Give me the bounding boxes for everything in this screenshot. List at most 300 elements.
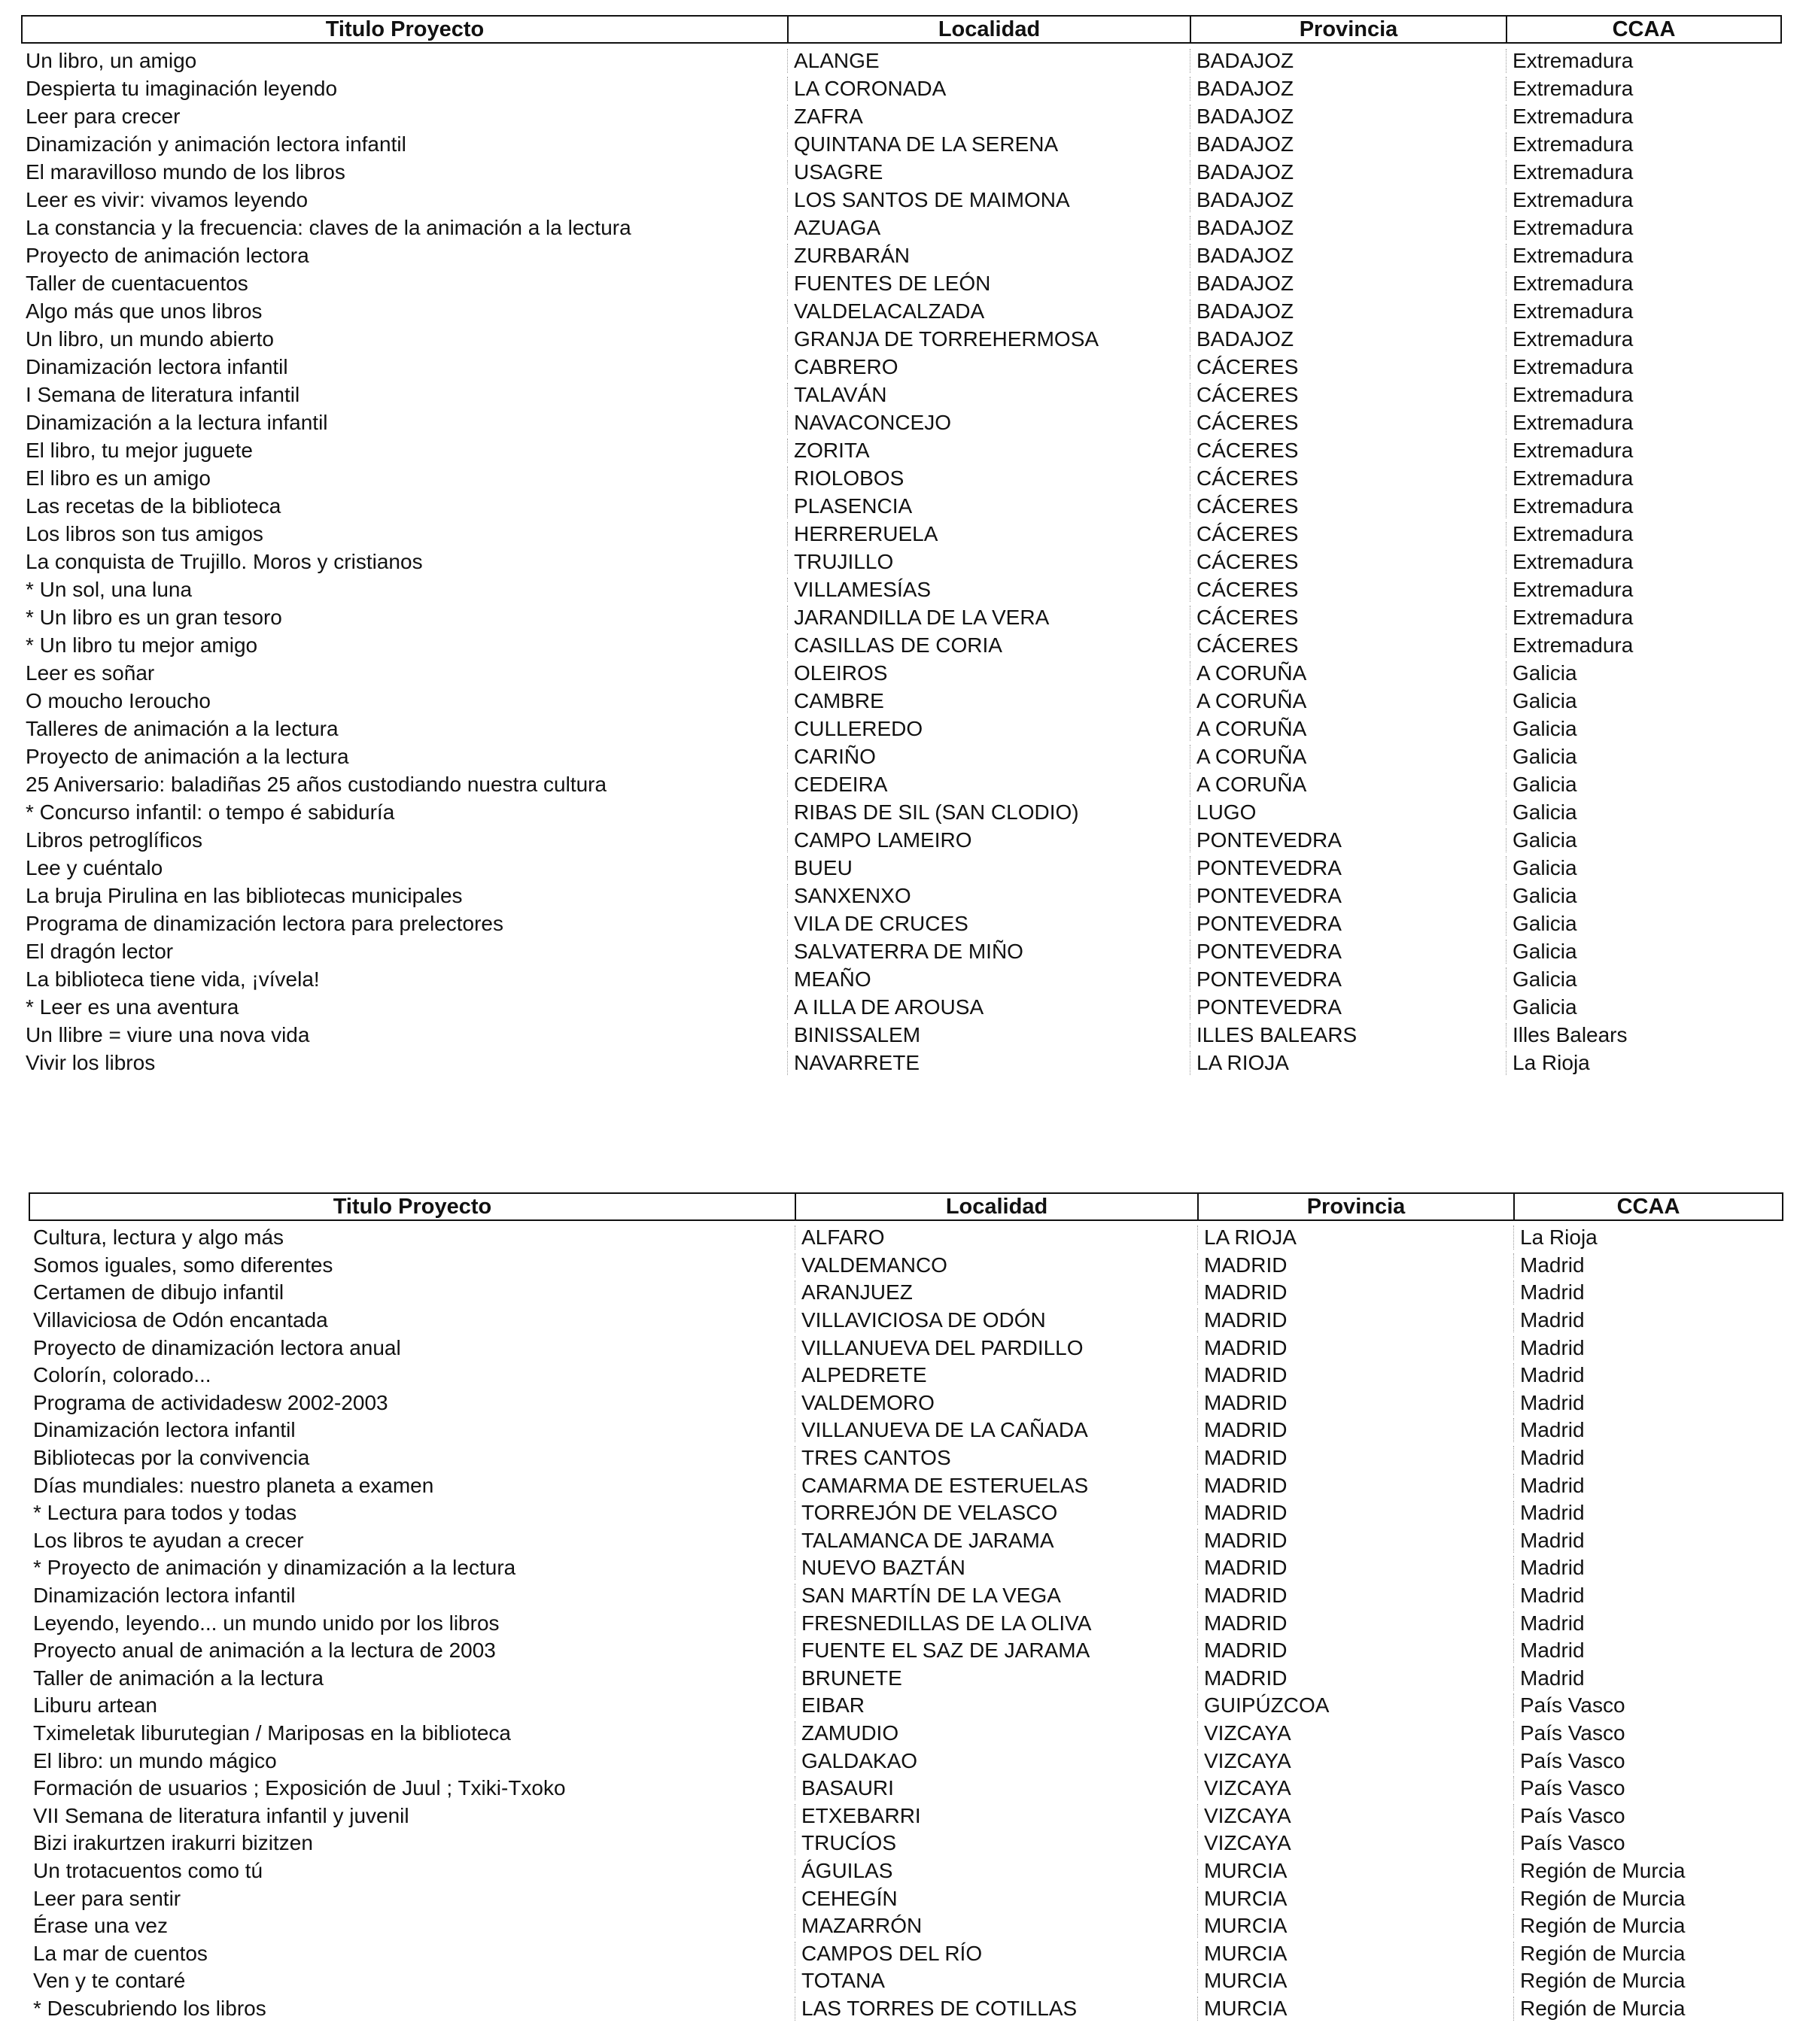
cell-provincia: PONTEVEDRA — [1190, 884, 1506, 908]
cell-provincia: CÁCERES — [1190, 633, 1506, 658]
cell-ccaa: País Vasco — [1513, 1804, 1783, 1828]
table-row — [29, 1912, 1783, 1940]
cell-ccaa: Extremadura — [1506, 188, 1782, 212]
header-provincia: Provincia — [1191, 17, 1507, 42]
cell-titulo-proyecto: Un libro, un mundo abierto — [26, 326, 274, 351]
cell-titulo-proyecto: El libro, tu mejor juguete — [26, 438, 253, 462]
cell-provincia: CÁCERES — [1190, 383, 1506, 407]
table-row — [21, 993, 1782, 1021]
cell-localidad: VALDEMANCO — [795, 1253, 1197, 1277]
cell-provincia: MADRID — [1197, 1639, 1513, 1663]
cell-titulo-proyecto: Bibliotecas por la convivencia — [33, 1446, 310, 1470]
cell-provincia: PONTEVEDRA — [1190, 912, 1506, 936]
cell-provincia: BADAJOZ — [1190, 132, 1506, 156]
cell-localidad: CAMBRE — [787, 689, 1190, 713]
cell-localidad: TOTANA — [795, 1969, 1197, 1993]
header-ccaa: CCAA — [1612, 17, 1676, 41]
cell-titulo-proyecto: Dinamización lectora infantil — [26, 354, 288, 378]
table-row — [21, 353, 1782, 381]
cell-ccaa: Región de Murcia — [1513, 1859, 1783, 1883]
cell-ccaa: Madrid — [1513, 1253, 1783, 1277]
cell-provincia: A CORUÑA — [1190, 773, 1506, 797]
cell-ccaa: Galicia — [1506, 884, 1782, 908]
cell-provincia: MADRID — [1197, 1336, 1513, 1360]
cell-localidad: VILLAVICIOSA DE ODÓN — [795, 1308, 1197, 1332]
cell-localidad: TALAMANCA DE JARAMA — [795, 1529, 1197, 1553]
cell-localidad: ZORITA — [787, 439, 1190, 463]
table-row — [21, 715, 1782, 743]
cell-provincia: MADRID — [1197, 1556, 1513, 1580]
table-row — [21, 408, 1782, 436]
cell-titulo-proyecto: O moucho Ieroucho — [26, 688, 211, 712]
cell-ccaa: Madrid — [1513, 1363, 1783, 1387]
cell-localidad: ZAFRA — [787, 105, 1190, 129]
cell-provincia: PONTEVEDRA — [1190, 995, 1506, 1019]
cell-titulo-proyecto: Tximeletak liburutegian / Mariposas en la biblioteca — [33, 1721, 511, 1745]
cell-ccaa: Extremadura — [1506, 160, 1782, 184]
cell-localidad: VILLAMESÍAS — [787, 578, 1190, 602]
table-row — [21, 770, 1782, 798]
cell-localidad: BINISSALEM — [787, 1023, 1190, 1047]
cell-provincia: LA RIOJA — [1197, 1225, 1513, 1250]
table-row — [29, 1334, 1783, 1362]
table-row — [29, 1747, 1783, 1775]
table-row — [21, 1021, 1782, 1049]
cell-provincia: BADAJOZ — [1190, 327, 1506, 351]
cell-titulo-proyecto: Ven y te contaré — [33, 1969, 186, 1993]
table-row — [29, 1857, 1783, 1885]
cell-titulo-proyecto: Leyendo, leyendo... un mundo unido por los libros — [33, 1611, 500, 1635]
cell-ccaa: Extremadura — [1506, 411, 1782, 435]
cell-localidad: CARIÑO — [787, 745, 1190, 769]
table-row — [21, 325, 1782, 353]
table-row — [21, 381, 1782, 408]
cell-ccaa: Región de Murcia — [1513, 1997, 1783, 2021]
cell-titulo-proyecto: Colorín, colorado... — [33, 1363, 211, 1387]
cell-provincia: VIZCAYA — [1197, 1776, 1513, 1800]
cell-ccaa: Madrid — [1513, 1280, 1783, 1304]
cell-localidad: LOS SANTOS DE MAIMONA — [787, 188, 1190, 212]
cell-provincia: MADRID — [1197, 1611, 1513, 1636]
table-row — [21, 74, 1782, 102]
cell-provincia: CÁCERES — [1190, 439, 1506, 463]
table-row — [21, 186, 1782, 214]
cell-localidad: ARANJUEZ — [795, 1280, 1197, 1304]
cell-localidad: VILA DE CRUCES — [787, 912, 1190, 936]
cell-localidad: VILLANUEVA DE LA CAÑADA — [795, 1418, 1197, 1442]
cell-localidad: TORREJÓN DE VELASCO — [795, 1501, 1197, 1525]
cell-localidad: ZURBARÁN — [787, 244, 1190, 268]
cell-provincia: GUIPÚZCOA — [1197, 1693, 1513, 1718]
cell-provincia: BADAJOZ — [1190, 105, 1506, 129]
table-row — [29, 1499, 1783, 1527]
header-titulo-proyecto: Titulo Proyecto — [23, 17, 789, 42]
table-row — [21, 910, 1782, 937]
cell-provincia: VIZCAYA — [1197, 1831, 1513, 1855]
cell-titulo-proyecto: El libro: un mundo mágico — [33, 1748, 277, 1772]
cell-ccaa: Madrid — [1513, 1556, 1783, 1580]
cell-titulo-proyecto: La constancia y la frecuencia: claves de la animación a la lectura — [26, 215, 631, 239]
cell-localidad: ALANGE — [787, 49, 1190, 73]
cell-provincia: BADAJOZ — [1190, 77, 1506, 101]
table-row — [29, 1307, 1783, 1335]
header-titulo-proyecto: Titulo Proyecto — [30, 1194, 796, 1219]
cell-ccaa: Extremadura — [1506, 216, 1782, 240]
cell-titulo-proyecto: Proyecto de animación a la lectura — [26, 744, 349, 768]
cell-provincia: LA RIOJA — [1190, 1051, 1506, 1075]
cell-localidad: ALFARO — [795, 1225, 1197, 1250]
table-body — [29, 1224, 1783, 2022]
cell-ccaa: La Rioja — [1506, 1051, 1782, 1075]
table-row — [21, 854, 1782, 882]
cell-localidad: A ILLA DE AROUSA — [787, 995, 1190, 1019]
cell-ccaa: Extremadura — [1506, 105, 1782, 129]
cell-titulo-proyecto: Programa de actividadesw 2002-2003 — [33, 1390, 388, 1414]
cell-titulo-proyecto: Cultura, lectura y algo más — [33, 1225, 284, 1250]
cell-ccaa: Extremadura — [1506, 49, 1782, 73]
table-row — [21, 659, 1782, 687]
cell-ccaa: Región de Murcia — [1513, 1914, 1783, 1938]
cell-titulo-proyecto: Los libros te ayudan a crecer — [33, 1528, 304, 1552]
cell-localidad: ZAMUDIO — [795, 1721, 1197, 1745]
cell-provincia: BADAJOZ — [1190, 160, 1506, 184]
cell-ccaa: Extremadura — [1506, 439, 1782, 463]
cell-localidad: TRUCÍOS — [795, 1831, 1197, 1855]
table-row — [21, 214, 1782, 241]
cell-provincia: CÁCERES — [1190, 466, 1506, 490]
cell-localidad: NAVARRETE — [787, 1051, 1190, 1075]
cell-localidad: GRANJA DE TORREHERMOSA — [787, 327, 1190, 351]
cell-titulo-proyecto: Proyecto de animación lectora — [26, 243, 309, 267]
cell-ccaa: Extremadura — [1506, 272, 1782, 296]
cell-titulo-proyecto: Somos iguales, somo diferentes — [33, 1253, 333, 1277]
cell-titulo-proyecto: Talleres de animación a la lectura — [26, 716, 339, 740]
cell-ccaa: Madrid — [1513, 1611, 1783, 1636]
table-row — [21, 743, 1782, 770]
cell-ccaa: Extremadura — [1506, 466, 1782, 490]
cell-titulo-proyecto: Dinamización a la lectura infantil — [26, 410, 328, 434]
cell-titulo-proyecto: Un libro, un amigo — [26, 48, 197, 72]
cell-provincia: LUGO — [1190, 800, 1506, 825]
table-row — [29, 1802, 1783, 1830]
cell-provincia: VIZCAYA — [1197, 1721, 1513, 1745]
cell-localidad: RIBAS DE SIL (SAN CLODIO) — [787, 800, 1190, 825]
cell-ccaa: La Rioja — [1513, 1225, 1783, 1250]
table-row — [29, 1967, 1783, 1995]
cell-ccaa: Extremadura — [1506, 494, 1782, 518]
cell-ccaa: Galicia — [1506, 967, 1782, 992]
table-row — [29, 1582, 1783, 1610]
table-row — [29, 1471, 1783, 1499]
cell-localidad: CABRERO — [787, 355, 1190, 379]
cell-titulo-proyecto: VII Semana de literatura infantil y juvenil — [33, 1803, 409, 1827]
table-row — [29, 1527, 1783, 1555]
cell-provincia: MURCIA — [1197, 1942, 1513, 1966]
cell-provincia: A CORUÑA — [1190, 689, 1506, 713]
table-row — [29, 1830, 1783, 1857]
cell-ccaa: País Vasco — [1513, 1693, 1783, 1718]
table-row — [21, 826, 1782, 854]
cell-titulo-proyecto: Vivir los libros — [26, 1050, 156, 1074]
cell-localidad: VALDELACALZADA — [787, 299, 1190, 323]
cell-ccaa: Extremadura — [1506, 77, 1782, 101]
cell-provincia: A CORUÑA — [1190, 661, 1506, 685]
cell-provincia: MADRID — [1197, 1474, 1513, 1498]
cell-ccaa: País Vasco — [1513, 1831, 1783, 1855]
cell-titulo-proyecto: Leer es vivir: vivamos leyendo — [26, 187, 309, 211]
cell-titulo-proyecto: Dinamización lectora infantil — [33, 1584, 296, 1608]
table-row — [21, 297, 1782, 325]
cell-provincia: MURCIA — [1197, 1887, 1513, 1911]
cell-provincia: CÁCERES — [1190, 494, 1506, 518]
table-row — [21, 130, 1782, 158]
cell-titulo-proyecto: Despierta tu imaginación leyendo — [26, 76, 338, 100]
table-row — [21, 603, 1782, 631]
cell-localidad: VILLANUEVA DEL PARDILLO — [795, 1336, 1197, 1360]
cell-ccaa: Madrid — [1513, 1666, 1783, 1690]
cell-provincia: MADRID — [1197, 1418, 1513, 1442]
table-row — [29, 1720, 1783, 1748]
cell-provincia: MURCIA — [1197, 1969, 1513, 1993]
cell-titulo-proyecto: Un trotacuentos como tú — [33, 1858, 263, 1882]
cell-provincia: CÁCERES — [1190, 578, 1506, 602]
table-row — [29, 1885, 1783, 1912]
table-row — [21, 937, 1782, 965]
cell-provincia: MURCIA — [1197, 1859, 1513, 1883]
cell-ccaa: Extremadura — [1506, 522, 1782, 546]
header-provincia: Provincia — [1199, 1194, 1515, 1219]
table-header — [21, 15, 1782, 44]
cell-titulo-proyecto: 25 Aniversario: baladiñas 25 años custodiando nuestra cultura — [26, 772, 607, 796]
cell-provincia: BADAJOZ — [1190, 49, 1506, 73]
cell-localidad: CAMPO LAMEIRO — [787, 828, 1190, 852]
table-row — [21, 631, 1782, 659]
cell-titulo-proyecto: Libros petroglíficos — [26, 828, 203, 852]
cell-provincia: CÁCERES — [1190, 550, 1506, 574]
cell-localidad: HERRERUELA — [787, 522, 1190, 546]
table-row — [21, 576, 1782, 603]
table-row — [21, 882, 1782, 910]
cell-localidad: CAMARMA DE ESTERUELAS — [795, 1474, 1197, 1498]
cell-provincia: MADRID — [1197, 1308, 1513, 1332]
table-row — [29, 1417, 1783, 1444]
cell-localidad: PLASENCIA — [787, 494, 1190, 518]
cell-localidad: LA CORONADA — [787, 77, 1190, 101]
cell-ccaa: Madrid — [1513, 1336, 1783, 1360]
table-row — [21, 492, 1782, 520]
table-row — [21, 1049, 1782, 1077]
cell-titulo-proyecto: Leer para crecer — [26, 104, 181, 128]
cell-titulo-proyecto: Taller de animación a la lectura — [33, 1666, 324, 1690]
cell-titulo-proyecto: * Un sol, una luna — [26, 577, 193, 601]
cell-titulo-proyecto: Formación de usuarios ; Exposición de Juul ; Txiki-Txoko — [33, 1776, 566, 1800]
header-ccaa: CCAA — [1616, 1195, 1680, 1219]
cell-provincia: BADAJOZ — [1190, 299, 1506, 323]
cell-provincia: MADRID — [1197, 1363, 1513, 1387]
cell-titulo-proyecto: Proyecto de dinamización lectora anual — [33, 1335, 401, 1359]
cell-provincia: ILLES BALEARS — [1190, 1023, 1506, 1047]
table-row — [21, 798, 1782, 826]
cell-localidad: AZUAGA — [787, 216, 1190, 240]
cell-provincia: PONTEVEDRA — [1190, 856, 1506, 880]
cell-localidad: BRUNETE — [795, 1666, 1197, 1690]
cell-titulo-proyecto: Villaviciosa de Odón encantada — [33, 1308, 328, 1332]
cell-provincia: MADRID — [1197, 1584, 1513, 1608]
table-row — [21, 520, 1782, 548]
table-row — [29, 1362, 1783, 1389]
cell-ccaa: Extremadura — [1506, 606, 1782, 630]
table-row — [29, 1995, 1783, 2023]
cell-provincia: MADRID — [1197, 1666, 1513, 1690]
cell-localidad: FUENTE EL SAZ DE JARAMA — [795, 1639, 1197, 1663]
cell-provincia: BADAJOZ — [1190, 216, 1506, 240]
cell-ccaa: Extremadura — [1506, 383, 1782, 407]
cell-titulo-proyecto: Las recetas de la biblioteca — [26, 494, 281, 518]
cell-titulo-proyecto: El dragón lector — [26, 939, 174, 963]
cell-localidad: NAVACONCEJO — [787, 411, 1190, 435]
cell-titulo-proyecto: La biblioteca tiene vida, ¡vívela! — [26, 967, 320, 991]
table-row — [29, 1775, 1783, 1803]
cell-localidad: FRESNEDILLAS DE LA OLIVA — [795, 1611, 1197, 1636]
table-header — [29, 1192, 1783, 1221]
cell-ccaa: Extremadura — [1506, 355, 1782, 379]
cell-titulo-proyecto: Proyecto anual de animación a la lectura de 2003 — [33, 1639, 496, 1663]
cell-ccaa: Madrid — [1513, 1308, 1783, 1332]
cell-provincia: PONTEVEDRA — [1190, 940, 1506, 964]
cell-ccaa: Región de Murcia — [1513, 1942, 1783, 1966]
cell-ccaa: Galicia — [1506, 745, 1782, 769]
cell-titulo-proyecto: El maravilloso mundo de los libros — [26, 159, 345, 184]
table-row — [29, 1609, 1783, 1637]
cell-provincia: PONTEVEDRA — [1190, 828, 1506, 852]
table-row — [29, 1692, 1783, 1720]
cell-ccaa: Galicia — [1506, 717, 1782, 741]
cell-localidad: CASILLAS DE CORIA — [787, 633, 1190, 658]
cell-localidad: LAS TORRES DE COTILLAS — [795, 1997, 1197, 2021]
cell-provincia: CÁCERES — [1190, 355, 1506, 379]
cell-ccaa: País Vasco — [1513, 1776, 1783, 1800]
cell-provincia: A CORUÑA — [1190, 717, 1506, 741]
cell-localidad: VALDEMORO — [795, 1391, 1197, 1415]
cell-localidad: SAN MARTÍN DE LA VEGA — [795, 1584, 1197, 1608]
cell-ccaa: Extremadura — [1506, 132, 1782, 156]
cell-localidad: CEHEGÍN — [795, 1887, 1197, 1911]
table-row — [21, 464, 1782, 492]
cell-ccaa: Madrid — [1513, 1584, 1783, 1608]
cell-titulo-proyecto: Lee y cuéntalo — [26, 855, 163, 879]
cell-titulo-proyecto: La conquista de Trujillo. Moros y cristianos — [26, 549, 423, 573]
cell-localidad: CULLEREDO — [787, 717, 1190, 741]
cell-localidad: TALAVÁN — [787, 383, 1190, 407]
cell-ccaa: Galicia — [1506, 912, 1782, 936]
cell-ccaa: Madrid — [1513, 1529, 1783, 1553]
cell-localidad: MEAÑO — [787, 967, 1190, 992]
cell-localidad: EIBAR — [795, 1693, 1197, 1718]
cell-localidad: NUEVO BAZTÁN — [795, 1556, 1197, 1580]
cell-localidad: ÁGUILAS — [795, 1859, 1197, 1883]
cell-titulo-proyecto: Dinamización lectora infantil — [33, 1418, 296, 1442]
cell-provincia: BADAJOZ — [1190, 272, 1506, 296]
cell-titulo-proyecto: El libro es un amigo — [26, 466, 211, 490]
cell-ccaa: País Vasco — [1513, 1721, 1783, 1745]
cell-titulo-proyecto: Taller de cuentacuentos — [26, 271, 248, 295]
cell-titulo-proyecto: Algo más que unos libros — [26, 299, 263, 323]
cell-titulo-proyecto: Leer es soñar — [26, 661, 155, 685]
cell-titulo-proyecto: Los libros son tus amigos — [26, 521, 263, 545]
cell-localidad: TRES CANTOS — [795, 1446, 1197, 1470]
cell-ccaa: Extremadura — [1506, 244, 1782, 268]
cell-titulo-proyecto: * Concurso infantil: o tempo é sabiduría — [26, 800, 395, 824]
header-localidad: Localidad — [796, 1194, 1199, 1219]
projects-table-2 — [29, 1192, 1783, 2022]
cell-titulo-proyecto: La bruja Pirulina en las bibliotecas municipales — [26, 883, 463, 907]
cell-provincia: MADRID — [1197, 1391, 1513, 1415]
cell-ccaa: Región de Murcia — [1513, 1969, 1783, 1993]
cell-ccaa: Galicia — [1506, 995, 1782, 1019]
cell-titulo-proyecto: Certamen de dibujo infantil — [33, 1280, 284, 1304]
cell-titulo-proyecto: Leer para sentir — [33, 1886, 181, 1910]
cell-provincia: MADRID — [1197, 1501, 1513, 1525]
table-row — [21, 269, 1782, 297]
table-row — [29, 1939, 1783, 1967]
cell-ccaa: Galicia — [1506, 773, 1782, 797]
cell-localidad: FUENTES DE LEÓN — [787, 272, 1190, 296]
cell-titulo-proyecto: Bizi irakurtzen irakurri bizitzen — [33, 1831, 313, 1855]
table-row — [21, 241, 1782, 269]
cell-provincia: MADRID — [1197, 1253, 1513, 1277]
cell-localidad: SALVATERRA DE MIÑO — [787, 940, 1190, 964]
cell-ccaa: Extremadura — [1506, 633, 1782, 658]
table-row — [29, 1637, 1783, 1665]
table-row — [29, 1389, 1783, 1417]
table-row — [21, 158, 1782, 186]
cell-titulo-proyecto: * Lectura para todos y todas — [33, 1501, 297, 1525]
cell-ccaa: Galicia — [1506, 661, 1782, 685]
cell-titulo-proyecto: I Semana de literatura infantil — [26, 382, 300, 406]
cell-ccaa: Extremadura — [1506, 299, 1782, 323]
table-row — [29, 1554, 1783, 1582]
table-row — [21, 436, 1782, 464]
cell-localidad: ETXEBARRI — [795, 1804, 1197, 1828]
cell-ccaa: Extremadura — [1506, 550, 1782, 574]
cell-provincia: MADRID — [1197, 1446, 1513, 1470]
cell-localidad: RIOLOBOS — [787, 466, 1190, 490]
cell-provincia: MURCIA — [1197, 1914, 1513, 1938]
cell-ccaa: Extremadura — [1506, 578, 1782, 602]
cell-provincia: MADRID — [1197, 1529, 1513, 1553]
cell-titulo-proyecto: * Leer es una aventura — [26, 995, 239, 1019]
cell-localidad: JARANDILLA DE LA VERA — [787, 606, 1190, 630]
cell-ccaa: Galicia — [1506, 828, 1782, 852]
cell-provincia: VIZCAYA — [1197, 1749, 1513, 1773]
cell-titulo-proyecto: * Proyecto de animación y dinamización a la lectura — [33, 1556, 516, 1580]
table-row — [21, 687, 1782, 715]
table-row — [29, 1279, 1783, 1307]
header-localidad: Localidad — [789, 17, 1191, 42]
cell-titulo-proyecto: Érase una vez — [33, 1914, 168, 1938]
cell-titulo-proyecto: * Un libro es un gran tesoro — [26, 605, 282, 629]
cell-provincia: CÁCERES — [1190, 411, 1506, 435]
cell-localidad: BUEU — [787, 856, 1190, 880]
cell-ccaa: Extremadura — [1506, 327, 1782, 351]
cell-ccaa: Galicia — [1506, 940, 1782, 964]
cell-ccaa: País Vasco — [1513, 1749, 1783, 1773]
cell-titulo-proyecto: Días mundiales: nuestro planeta a examen — [33, 1473, 434, 1497]
cell-provincia: VIZCAYA — [1197, 1804, 1513, 1828]
cell-ccaa: Madrid — [1513, 1474, 1783, 1498]
table-row — [29, 1252, 1783, 1280]
table-row — [29, 1665, 1783, 1693]
